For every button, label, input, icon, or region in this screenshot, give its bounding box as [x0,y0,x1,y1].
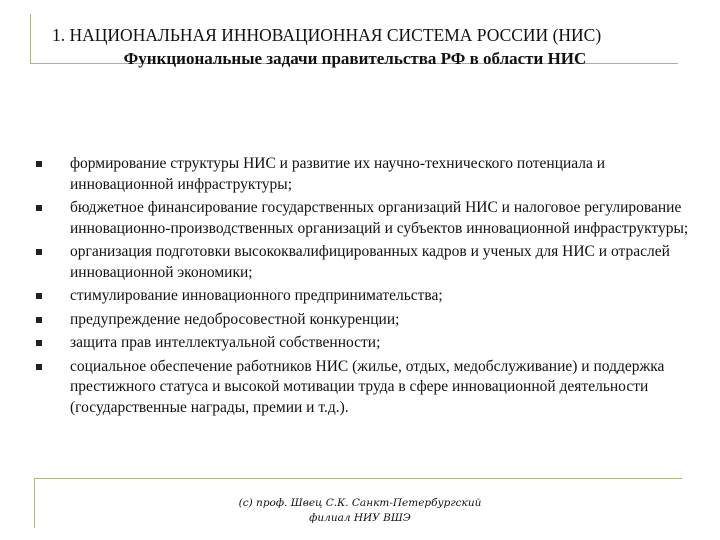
square-bullet-icon [36,205,42,211]
square-bullet-icon [36,293,42,299]
slide-subtitle: Функциональные задачи правительства РФ в области НИС [123,49,587,68]
bullet-text: бюджетное финансирование государственных организаций НИС и налоговое регулирование инновационно-производственных организаций и субъектов инновационной инфраструктуры; [70,199,689,237]
footer-credit [210,496,510,526]
frame-line-bottom-vertical [34,478,35,528]
bullet-text: защита прав интеллектуальной собственности; [70,334,381,351]
square-bullet-icon [36,161,42,167]
frame-line-top-vertical [30,14,31,64]
square-bullet-icon [36,317,42,323]
frame-line-bottom-horizontal [34,478,682,479]
bullet-item [34,242,694,283]
footer-line-2: филиал НИУ ВШЭ [309,512,411,524]
slide-title: 1. НАЦИОНАЛЬНАЯ ИННОВАЦИОННАЯ СИСТЕМА РОССИИ (НИС) [52,25,602,45]
bullet-list [34,154,694,421]
bullet-item [34,357,694,419]
bullet-item [34,154,694,195]
bullet-item [34,286,694,307]
square-bullet-icon [36,364,42,370]
bullet-text: формирование структуры НИС и развитие их научно-технического потенциала и инновационной инфраструктуры; [70,155,606,193]
footer-line-1: (с) проф. Швец С.К. Санкт-Петербургский [238,497,482,509]
bullet-text: организация подготовки высококвалифицированных кадров и ученых для НИС и отраслей инновационной экономики; [70,243,670,281]
bullet-text: предупреждение недобросовестной конкуренции; [70,310,400,328]
bullet-item [34,310,694,331]
bullet-item [34,198,694,239]
bullet-text: стимулирование инновационного предпринимательства; [70,287,443,304]
bullet-item [34,333,694,354]
bullet-text: социальное обеспечение работников НИС (жилье, отдых, медобслуживание) и поддержка престижного статуса и высокой мотивации труда в сфере инновационной деятельности (государственные награды, премии и т.д.). [70,357,665,416]
square-bullet-icon [36,249,42,255]
square-bullet-icon [36,340,42,346]
